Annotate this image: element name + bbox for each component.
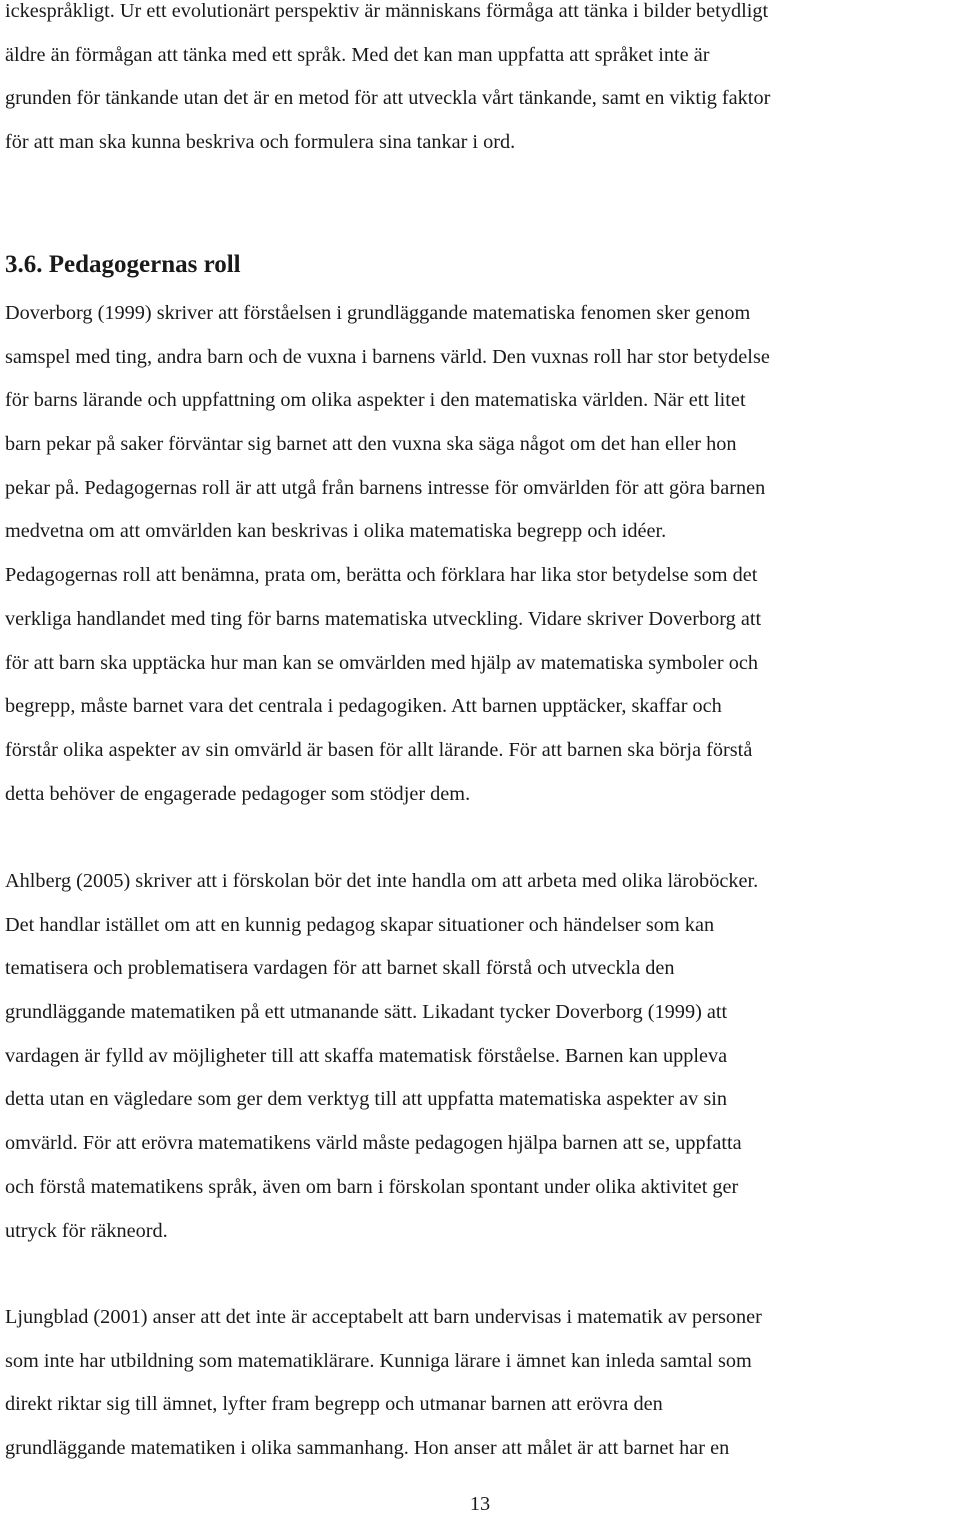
paragraph-ahlberg — [5, 860, 758, 1253]
text-line: verkliga handlandet med ting för barns matematiska utveckling. Vidare skriver Doverborg att — [5, 607, 762, 630]
text-line: vardagen är fylld av möjligheter till att skaffa matematisk förståelse. Barnen kan uppleva — [5, 1044, 728, 1067]
intro-paragraph — [5, 0, 770, 165]
text-line: tematisera och problematisera vardagen för att barnet skall förstå och utveckla den — [5, 957, 675, 980]
text-line: Det handlar istället om att en kunnig pedagog skapar situationer och händelser som kan — [5, 913, 715, 936]
text-line: begrepp, måste barnet vara det centrala i pedagogiken. Att barnen upptäcker, skaffar och — [5, 695, 722, 718]
text-line: äldre än förmågan att tänka med ett språk. Med det kan man uppfatta att språket inte är — [5, 43, 710, 66]
text-line: för att barn ska upptäcka hur man kan se omvärlden med hjälp av matematiska symboler och — [5, 651, 758, 674]
text-line: medvetna om att omvärlden kan beskrivas i olika matematiska begrepp och idéer. — [5, 520, 667, 543]
text-line: pekar på. Pedagogernas roll är att utgå från barnens intresse för omvärlden för att göra barnen — [5, 476, 766, 499]
text-line: ickespråkligt. Ur ett evolutionärt perspektiv är människans förmåga att tänka i bilder betydligt — [5, 0, 769, 22]
page-number: 13 — [469, 1493, 491, 1515]
text-line: detta behöver de engagerade pedagoger som stödjer dem. — [5, 782, 471, 805]
text-line: barn pekar på saker förväntar sig barnet att den vuxna ska säga något om det han eller hon — [5, 433, 737, 456]
paragraph-doverborg — [5, 292, 770, 816]
text-line: direkt riktar sig till ämnet, lyfter fram begrepp och utmanar barnen att erövra den — [5, 1393, 663, 1416]
text-line: för barns lärande och uppfattning om olika aspekter i den matematiska världen. När ett litet — [5, 389, 746, 412]
text-line: grunden för tänkande utan det är en metod för att utveckla vårt tänkande, samt en viktig faktor — [5, 87, 771, 110]
text-line: Pedagogernas roll att benämna, prata om, berätta och förklara har lika stor betydelse som det — [5, 564, 758, 587]
text-line: utryck för räkneord. — [5, 1219, 168, 1242]
text-line: Ahlberg (2005) skriver att i förskolan bör det inte handla om att arbeta med olika läroböcker. — [5, 870, 759, 892]
text-line: som inte har utbildning som matematiklärare. Kunniga lärare i ämnet kan inleda samtal som — [5, 1349, 752, 1372]
text-line: grundläggande matematiken i olika sammanhang. Hon anser att målet är att barnet har en — [5, 1437, 730, 1460]
text-line: för att man ska kunna beskriva och formulera sina tankar i ord. — [5, 131, 516, 154]
text-line: förstår olika aspekter av sin omvärld är basen för allt lärande. För att barnen ska börja förstå — [5, 738, 753, 761]
text-line: grundläggande matematiken på ett utmanande sätt. Likadant tycker Doverborg (1999) att — [5, 1001, 728, 1024]
text-line: omvärld. För att erövra matematikens värld måste pedagogen hjälpa barnen att se, uppfatta — [5, 1132, 742, 1155]
text-line: Doverborg (1999) skriver att förståelsen i grundläggande matematiska fenomen sker genom — [5, 302, 751, 324]
section-heading: 3.6. Pedagogernas roll — [5, 251, 241, 278]
text-line: och förstå matematikens språk, även om barn i förskolan spontant under olika aktivitet ger — [5, 1175, 739, 1198]
text-line: Ljungblad (2001) anser att det inte är acceptabelt att barn undervisas i matematik av personer — [5, 1306, 762, 1328]
text-line: detta utan en vägledare som ger dem verktyg till att uppfatta matematiska aspekter av sin — [5, 1088, 727, 1111]
paragraph-ljungblad — [5, 1296, 762, 1471]
text-line: samspel med ting, andra barn och de vuxna i barnens värld. Den vuxnas roll har stor betydelse — [5, 345, 770, 368]
